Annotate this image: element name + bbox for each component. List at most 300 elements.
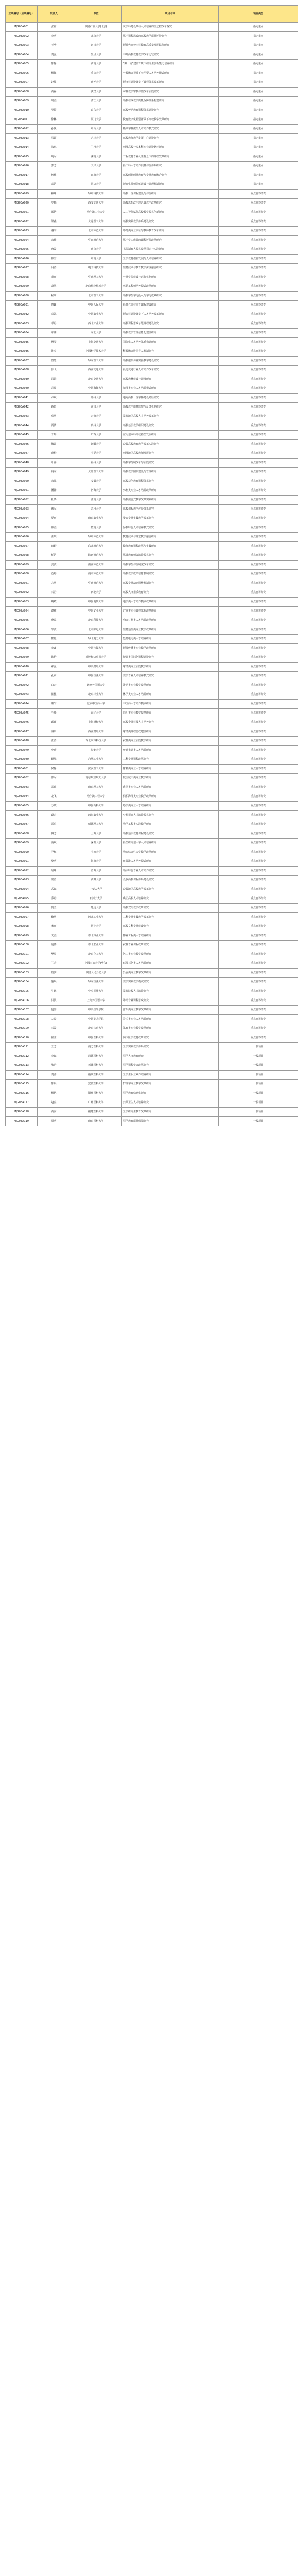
table-row bbox=[6, 143, 298, 152]
unit-cell: 华中科技大学 bbox=[70, 190, 122, 199]
project-title-cell: 西部高校一流本科专业建设路径研究 bbox=[122, 143, 219, 152]
leader-cell: 陈静 bbox=[38, 60, 70, 69]
project-type-cell: 重点自筹经费 bbox=[219, 329, 298, 338]
project-id-cell: MJG03A041 bbox=[6, 394, 38, 403]
project-id-cell: MJG03A065 bbox=[6, 616, 38, 625]
unit-cell: 华东理工大学 bbox=[70, 357, 122, 366]
unit-cell: 郑州大学 bbox=[70, 394, 122, 403]
table-row bbox=[6, 190, 298, 199]
leader-cell: 廖晶 bbox=[38, 616, 70, 625]
project-type-cell: 重点自筹经费 bbox=[219, 394, 298, 403]
project-id-cell: MJG03A028 bbox=[6, 273, 38, 282]
table-row bbox=[6, 468, 298, 477]
leader-cell: 江涛 bbox=[38, 737, 70, 746]
leader-cell: 韩雪 bbox=[38, 255, 70, 264]
table-row bbox=[6, 1006, 298, 1015]
project-type-cell: 一般项目 bbox=[219, 1061, 298, 1071]
project-title-cell: 产业学院建设与运行机制研究 bbox=[122, 273, 219, 282]
table-row bbox=[6, 579, 298, 588]
project-id-cell: MJG03A055 bbox=[6, 523, 38, 533]
leader-cell: 唐磊 bbox=[38, 245, 70, 255]
project-title-cell: 工科专业课程改革研究 bbox=[122, 755, 219, 765]
unit-cell: 上海财经大学 bbox=[70, 718, 122, 727]
leader-cell: 李明 bbox=[38, 32, 70, 41]
leader-cell: 孔莉 bbox=[38, 672, 70, 681]
project-title-cell: 医学教育质量保障研究 bbox=[122, 1117, 219, 1126]
project-id-cell: MJG03A081 bbox=[6, 765, 38, 774]
project-id-cell: MJG03A079 bbox=[6, 746, 38, 755]
leader-cell: 顾城 bbox=[38, 755, 70, 765]
project-title-cell: 农科专业课程改革研究 bbox=[122, 941, 219, 950]
table-row bbox=[6, 616, 298, 625]
unit-cell: 华东政法大学 bbox=[70, 978, 122, 987]
unit-cell: 西安交通大学 bbox=[70, 199, 122, 208]
project-type-cell: 指定重点 bbox=[219, 180, 298, 190]
leader-cell: 许刚 bbox=[38, 329, 70, 338]
project-id-cell: MJG03A067 bbox=[6, 635, 38, 644]
table-row bbox=[6, 301, 298, 310]
project-id-cell: MJG03A080 bbox=[6, 755, 38, 765]
project-title-cell: 外语专业课程思政研究 bbox=[122, 996, 219, 1006]
table-row bbox=[6, 319, 298, 329]
leader-cell: 薛松 bbox=[38, 449, 70, 459]
project-type-cell: 重点自筹经费 bbox=[219, 273, 298, 282]
unit-cell: 广州医科大学 bbox=[70, 1098, 122, 1108]
leader-cell: 段宏 bbox=[38, 811, 70, 820]
project-title-cell: 高校双语教学改革研究 bbox=[122, 904, 219, 913]
unit-cell: 中国地质大学 bbox=[70, 598, 122, 607]
project-type-cell: 重点自筹经费 bbox=[219, 514, 298, 523]
project-title-cell: 化工类专业教学改革研究 bbox=[122, 950, 219, 959]
project-type-cell: 重点自筹经费 bbox=[219, 625, 298, 635]
project-type-cell: 指定重点 bbox=[219, 106, 298, 115]
project-type-cell: 重点自筹经费 bbox=[219, 227, 298, 236]
table-row bbox=[6, 1117, 298, 1126]
unit-cell: 同济大学 bbox=[70, 180, 122, 190]
table-row bbox=[6, 839, 298, 848]
unit-cell: 中国农业大学 bbox=[70, 310, 122, 319]
unit-cell: 安徽医科大学 bbox=[70, 1080, 122, 1089]
project-id-cell: MJG03A043 bbox=[6, 412, 38, 421]
unit-cell: 南京大学 bbox=[70, 245, 122, 255]
project-title-cell: 地学工程类实践教学研究 bbox=[122, 820, 219, 829]
project-id-cell: MJG03A046 bbox=[6, 440, 38, 449]
unit-cell: 对外经济贸易大学 bbox=[70, 653, 122, 663]
leader-cell: 黎明 bbox=[38, 857, 70, 867]
table-row bbox=[6, 375, 298, 384]
leader-cell: 汤斌 bbox=[38, 839, 70, 848]
project-type-cell: 重点自筹经费 bbox=[219, 255, 298, 264]
table-row bbox=[6, 208, 298, 217]
project-title-cell: 基础教育师资培养模式研究 bbox=[122, 551, 219, 561]
leader-cell: 赵敏 bbox=[38, 78, 70, 88]
table-row bbox=[6, 357, 298, 366]
table-row bbox=[6, 598, 298, 607]
project-id-cell: MJG03A025 bbox=[6, 245, 38, 255]
project-title-cell: 高校实践教学体系建设研究 bbox=[122, 217, 219, 227]
unit-cell: 中央民族大学 bbox=[70, 987, 122, 996]
project-title-cell: 信息通信类专业教学改革研究 bbox=[122, 625, 219, 635]
table-row bbox=[6, 922, 298, 931]
table-row bbox=[6, 876, 298, 885]
unit-cell: 东北农业大学 bbox=[70, 941, 122, 950]
project-title-cell: 高校劳动教育课程体系建设研究 bbox=[122, 106, 219, 115]
project-type-cell: 重点自筹经费 bbox=[219, 616, 298, 625]
unit-cell: 中国美术学院 bbox=[70, 1015, 122, 1024]
unit-cell: 北京化工大学 bbox=[70, 950, 122, 959]
unit-cell: 大连理工大学 bbox=[70, 217, 122, 227]
leader-cell: 夏雨 bbox=[38, 514, 70, 523]
project-title-cell: 高校课程教学评价体系研究 bbox=[122, 505, 219, 514]
project-title-cell: 交通土建类人才培养研究 bbox=[122, 746, 219, 755]
project-title-cell: 高校教师教学发展中心建设研究 bbox=[122, 134, 219, 143]
table-row bbox=[6, 1033, 298, 1043]
project-id-cell: MJG03A100 bbox=[6, 941, 38, 950]
leader-cell: 叶萍 bbox=[38, 459, 70, 468]
table-row bbox=[6, 366, 298, 375]
project-id-cell: MJG03A098 bbox=[6, 922, 38, 931]
unit-cell: 石河子大学 bbox=[70, 894, 122, 904]
project-type-cell: 重点自筹经费 bbox=[219, 700, 298, 709]
unit-cell: 上海大学 bbox=[70, 829, 122, 839]
table-row bbox=[6, 496, 298, 505]
leader-cell: 金鑫 bbox=[38, 644, 70, 653]
project-title-cell: 高原特色专业人才培养研究 bbox=[122, 867, 219, 876]
project-type-cell: 重点自筹经费 bbox=[219, 922, 298, 931]
project-title-cell: 高校人文素质教育研究 bbox=[122, 588, 219, 598]
project-title-cell: 能源电力类人才培养研究 bbox=[122, 635, 219, 644]
table-row bbox=[6, 78, 298, 88]
table-row bbox=[6, 820, 298, 829]
unit-cell: 东北林业大学 bbox=[70, 931, 122, 941]
leader-cell: 姜波 bbox=[38, 561, 70, 570]
project-title-cell: 中医药人才培养模式研究 bbox=[122, 700, 219, 709]
project-title-cell: 高校教材建设与管理研究 bbox=[122, 375, 219, 384]
table-row bbox=[6, 152, 298, 162]
leader-cell: 杨洋 bbox=[38, 69, 70, 78]
unit-cell: 哈尔滨工程大学 bbox=[70, 792, 122, 802]
project-title-cell: “双一流”建设背景下研究生创新能力培养研究 bbox=[122, 60, 219, 69]
project-title-cell: 基础学科拔尖人才培养模式研究 bbox=[122, 125, 219, 134]
project-title-cell: 新文科建设背景下课程体系改革研究 bbox=[122, 78, 219, 88]
project-id-cell: MJG03A022 bbox=[6, 217, 38, 227]
leader-cell: 洪波 bbox=[38, 996, 70, 1006]
project-id-cell: MJG03A050 bbox=[6, 477, 38, 486]
project-id-cell: MJG03A032 bbox=[6, 310, 38, 319]
project-id-cell: MJG03A114 bbox=[6, 1071, 38, 1080]
project-id-cell: MJG03A082 bbox=[6, 774, 38, 783]
project-type-cell: 重点自筹经费 bbox=[219, 245, 298, 255]
table-row bbox=[6, 542, 298, 551]
table-row bbox=[6, 199, 298, 208]
table-row bbox=[6, 848, 298, 857]
project-id-cell: MJG03A075 bbox=[6, 709, 38, 718]
leader-cell: 姚敏 bbox=[38, 598, 70, 607]
project-id-cell: MJG03A016 bbox=[6, 162, 38, 171]
table-row bbox=[6, 69, 298, 78]
table-row bbox=[6, 755, 298, 765]
project-id-cell: MJG03A037 bbox=[6, 357, 38, 366]
table-row bbox=[6, 32, 298, 41]
project-type-cell: 重点自筹经费 bbox=[219, 904, 298, 913]
project-id-cell: MJG03A020 bbox=[6, 199, 38, 208]
unit-cell: 西藏大学 bbox=[70, 876, 122, 885]
project-type-cell: 重点自筹经费 bbox=[219, 811, 298, 820]
project-id-cell: MJG03A001 bbox=[6, 23, 38, 32]
table-row bbox=[6, 449, 298, 459]
unit-cell: 重庆大学 bbox=[70, 69, 122, 78]
project-title-cell: 高校混合式教学改革实践研究 bbox=[122, 496, 219, 505]
table-row bbox=[6, 625, 298, 635]
project-id-cell: MJG03A021 bbox=[6, 208, 38, 217]
unit-cell: 成都理工大学 bbox=[70, 820, 122, 829]
unit-cell: 华中师范大学 bbox=[70, 533, 122, 542]
project-title-cell: 轨道交通行业人才培养改革研究 bbox=[122, 366, 219, 375]
project-id-cell: MJG03A012 bbox=[6, 125, 38, 134]
leader-cell: 赵亮 bbox=[38, 1098, 70, 1108]
project-type-cell: 重点自筹经费 bbox=[219, 357, 298, 366]
project-type-cell: 重点自筹经费 bbox=[219, 774, 298, 783]
leader-cell: 孟瑶 bbox=[38, 783, 70, 792]
project-title-cell: 自贸港人才培养模式研究 bbox=[122, 857, 219, 867]
project-id-cell: MJG03A111 bbox=[6, 1043, 38, 1052]
leader-cell: 朱琳 bbox=[38, 143, 70, 152]
project-title-cell: 教师教育课程改革与实践研究 bbox=[122, 542, 219, 551]
unit-cell: 东北师范大学 bbox=[70, 542, 122, 551]
leader-cell: 易峰 bbox=[38, 867, 70, 876]
project-type-cell: 重点自筹经费 bbox=[219, 347, 298, 357]
project-type-cell: 一般项目 bbox=[219, 1089, 298, 1098]
project-id-cell: MJG03A002 bbox=[6, 32, 38, 41]
unit-cell: 中国药科大学 bbox=[70, 802, 122, 811]
project-id-cell: MJG03A091 bbox=[6, 857, 38, 867]
project-id-cell: MJG03A064 bbox=[6, 607, 38, 616]
project-type-cell: 重点自筹经费 bbox=[219, 264, 298, 273]
table-row bbox=[6, 792, 298, 802]
unit-cell: 兰州大学 bbox=[70, 143, 122, 152]
project-id-cell: MJG03A042 bbox=[6, 403, 38, 412]
project-type-cell: 重点自筹经费 bbox=[219, 839, 298, 848]
unit-cell: 贵州大学 bbox=[70, 421, 122, 431]
unit-cell: 南昌大学 bbox=[70, 403, 122, 412]
project-type-cell: 一般项目 bbox=[219, 1098, 298, 1108]
table-row bbox=[6, 885, 298, 894]
project-title-cell: 新型研究型大学人才培养研究 bbox=[122, 839, 219, 848]
project-type-cell: 重点自筹经费 bbox=[219, 190, 298, 199]
project-id-cell: MJG03A092 bbox=[6, 867, 38, 876]
unit-cell: 中国海洋大学 bbox=[70, 384, 122, 394]
table-row bbox=[6, 774, 298, 783]
leader-cell: 杜鹃 bbox=[38, 496, 70, 505]
project-type-cell: 重点自筹经费 bbox=[219, 310, 298, 319]
leader-cell: 梁燕 bbox=[38, 217, 70, 227]
leader-cell: 田野 bbox=[38, 542, 70, 551]
project-title-cell: 民族地区高校人才培养改革研究 bbox=[122, 412, 219, 421]
project-type-cell: 重点自筹经费 bbox=[219, 468, 298, 477]
unit-cell: 南京师范大学 bbox=[70, 570, 122, 579]
leader-cell: 蔡勇 bbox=[38, 412, 70, 421]
project-type-cell: 重点自筹经费 bbox=[219, 727, 298, 737]
unit-cell: 东华大学 bbox=[70, 709, 122, 718]
unit-cell: 中国传媒大学 bbox=[70, 644, 122, 653]
project-type-cell: 重点自筹经费 bbox=[219, 199, 298, 208]
table-row bbox=[6, 941, 298, 950]
project-id-cell: MJG03A102 bbox=[6, 959, 38, 969]
project-id-cell: MJG03A105 bbox=[6, 987, 38, 996]
leader-cell: 郑浩 bbox=[38, 208, 70, 217]
project-title-cell: 公共卫生人才培养研究 bbox=[122, 1098, 219, 1108]
unit-cell: 华南师范大学 bbox=[70, 579, 122, 588]
project-title-cell: 基于课程思政的高校教学质量评价研究 bbox=[122, 32, 219, 41]
project-type-cell: 重点自筹经费 bbox=[219, 431, 298, 440]
unit-cell: 湖南大学 bbox=[70, 152, 122, 162]
table-row bbox=[6, 162, 298, 171]
project-title-cell: 高校金融科技人才培养研究 bbox=[122, 718, 219, 727]
project-title-cell: 材料类专业人才培养研究 bbox=[122, 765, 219, 774]
unit-cell: 南京农业大学 bbox=[70, 514, 122, 523]
unit-cell: 中国矿业大学 bbox=[70, 607, 122, 616]
leader-cell: 魏霞 bbox=[38, 440, 70, 449]
project-type-cell: 重点自筹经费 bbox=[219, 829, 298, 839]
project-title-cell: 兵器类专业人才培养研究 bbox=[122, 783, 219, 792]
project-table bbox=[5, 5, 298, 1126]
project-id-cell: MJG03A049 bbox=[6, 468, 38, 477]
project-title-cell: 船舶海洋类专业教学改革研究 bbox=[122, 792, 219, 802]
project-id-cell: MJG03A018 bbox=[6, 180, 38, 190]
project-id-cell: MJG03A038 bbox=[6, 366, 38, 375]
project-id-cell: MJG03A004 bbox=[6, 50, 38, 60]
table-row bbox=[6, 904, 298, 913]
unit-cell: 华北电力大学 bbox=[70, 635, 122, 644]
project-title-cell: 医学生职业素养培养研究 bbox=[122, 1071, 219, 1080]
project-id-cell: MJG03A071 bbox=[6, 672, 38, 681]
project-title-cell: 高校教学管理信息化建设研究 bbox=[122, 329, 219, 338]
leader-cell: 雷鸣 bbox=[38, 820, 70, 829]
project-type-cell: 重点自筹经费 bbox=[219, 561, 298, 570]
project-type-cell: 重点自筹经费 bbox=[219, 867, 298, 876]
unit-cell: 长安大学 bbox=[70, 746, 122, 755]
unit-cell: 西南交通大学 bbox=[70, 366, 122, 375]
project-type-cell: 重点自筹经费 bbox=[219, 1033, 298, 1043]
project-id-cell: MJG03A112 bbox=[6, 1052, 38, 1061]
project-id-cell: MJG03A053 bbox=[6, 505, 38, 514]
leader-cell: 周杰 bbox=[38, 97, 70, 106]
table-row bbox=[6, 746, 298, 755]
unit-cell: 电子科技大学 bbox=[70, 264, 122, 273]
project-id-cell: MJG03A099 bbox=[6, 931, 38, 941]
table-row bbox=[6, 1080, 298, 1089]
project-id-cell: MJG03A085 bbox=[6, 802, 38, 811]
project-id-cell: MJG03A093 bbox=[6, 876, 38, 885]
table-body bbox=[6, 23, 298, 1126]
project-type-cell: 重点自筹经费 bbox=[219, 746, 298, 755]
project-id-cell: MJG03A095 bbox=[6, 894, 38, 904]
table-row bbox=[6, 570, 298, 579]
unit-cell: 中央财经大学 bbox=[70, 663, 122, 672]
project-type-cell: 指定重点 bbox=[219, 69, 298, 78]
table-row bbox=[6, 115, 298, 125]
project-id-cell: MJG03A008 bbox=[6, 88, 38, 97]
unit-cell: 中国石油大学(华东) bbox=[70, 959, 122, 969]
project-title-cell: 地方综合性大学教学改革研究 bbox=[122, 848, 219, 857]
project-id-cell: MJG03A052 bbox=[6, 496, 38, 505]
project-id-cell: MJG03A086 bbox=[6, 811, 38, 820]
project-type-cell: 重点自筹经费 bbox=[219, 523, 298, 533]
project-title-cell: 公安类专业教学改革研究 bbox=[122, 969, 219, 978]
unit-cell: 北京科技大学 bbox=[70, 616, 122, 625]
table-row bbox=[6, 292, 298, 301]
project-title-cell: 林业工程类人才培养研究 bbox=[122, 931, 219, 941]
project-title-cell: 新农科建设背景下人才培养改革研究 bbox=[122, 310, 219, 319]
unit-cell: 温州医科大学 bbox=[70, 1089, 122, 1098]
leader-cell: 苏晨 bbox=[38, 384, 70, 394]
unit-cell: 北京大学 bbox=[70, 32, 122, 41]
project-id-cell: MJG03A030 bbox=[6, 292, 38, 301]
unit-cell: 合肥工业大学 bbox=[70, 755, 122, 765]
project-id-cell: MJG03A062 bbox=[6, 588, 38, 598]
leader-cell: 曹颖 bbox=[38, 301, 70, 310]
leader-cell: 石磊 bbox=[38, 1024, 70, 1033]
leader-cell: 左岸 bbox=[38, 1015, 70, 1024]
project-title-cell: 法学专业人才培养模式研究 bbox=[122, 672, 219, 681]
leader-cell: 吕娟 bbox=[38, 375, 70, 384]
table-row bbox=[6, 245, 298, 255]
unit-cell: 天津大学 bbox=[70, 162, 122, 171]
project-type-cell: 重点自筹经费 bbox=[219, 282, 298, 292]
project-type-cell: 指定重点 bbox=[219, 23, 298, 32]
table-row bbox=[6, 533, 298, 542]
project-title-cell: 卓越工程师培养模式改革研究 bbox=[122, 282, 219, 292]
table-row bbox=[6, 273, 298, 282]
project-id-cell: MJG03A090 bbox=[6, 848, 38, 857]
table-row bbox=[6, 347, 298, 357]
project-title-cell: 边疆高校教育教学改革实践研究 bbox=[122, 440, 219, 449]
table-row bbox=[6, 1061, 298, 1071]
unit-cell: 北京外国语大学 bbox=[70, 681, 122, 690]
leader-cell: 包容 bbox=[38, 1006, 70, 1015]
project-title-cell: 新工科人才培养质量评价体系研究 bbox=[122, 162, 219, 171]
table-row bbox=[6, 802, 298, 811]
table-row bbox=[6, 969, 298, 978]
project-title-cell: 西部地区高校教师发展研究 bbox=[122, 449, 219, 459]
project-id-cell: MJG03A058 bbox=[6, 551, 38, 561]
project-id-cell: MJG03A063 bbox=[6, 598, 38, 607]
leader-cell: 吴婷 bbox=[38, 106, 70, 115]
leader-cell: 贺兰 bbox=[38, 904, 70, 913]
unit-cell: 江南大学 bbox=[70, 496, 122, 505]
unit-cell: 浙江大学 bbox=[70, 97, 122, 106]
project-id-cell: MJG03A078 bbox=[6, 737, 38, 746]
leader-cell: 陆怡 bbox=[38, 653, 70, 663]
project-type-cell: 重点自筹经费 bbox=[219, 598, 298, 607]
project-id-cell: MJG03A088 bbox=[6, 829, 38, 839]
unit-cell: 中国石油大学(北京) bbox=[70, 23, 122, 32]
project-title-cell: 水利类专业人才培养改革研究 bbox=[122, 486, 219, 496]
table-row bbox=[6, 329, 298, 338]
project-id-cell: MJG03A019 bbox=[6, 190, 38, 199]
leader-cell: 李斌 bbox=[38, 1052, 70, 1061]
leader-cell: 傅琴 bbox=[38, 338, 70, 347]
project-title-cell: 新时代高校本科教育高质量发展路径研究 bbox=[122, 41, 219, 50]
project-id-cell: MJG03A010 bbox=[6, 106, 38, 115]
project-id-cell: MJG03A068 bbox=[6, 644, 38, 653]
project-title-cell: 涉农专业实践教学改革研究 bbox=[122, 514, 219, 523]
project-title-cell: 财经类专业实践教学研究 bbox=[122, 663, 219, 672]
project-title-cell: 新时代高校美育课程建设研究 bbox=[122, 301, 219, 310]
table-row bbox=[6, 727, 298, 737]
project-id-cell: MJG03A033 bbox=[6, 319, 38, 329]
project-type-cell: 指定重点 bbox=[219, 41, 298, 50]
